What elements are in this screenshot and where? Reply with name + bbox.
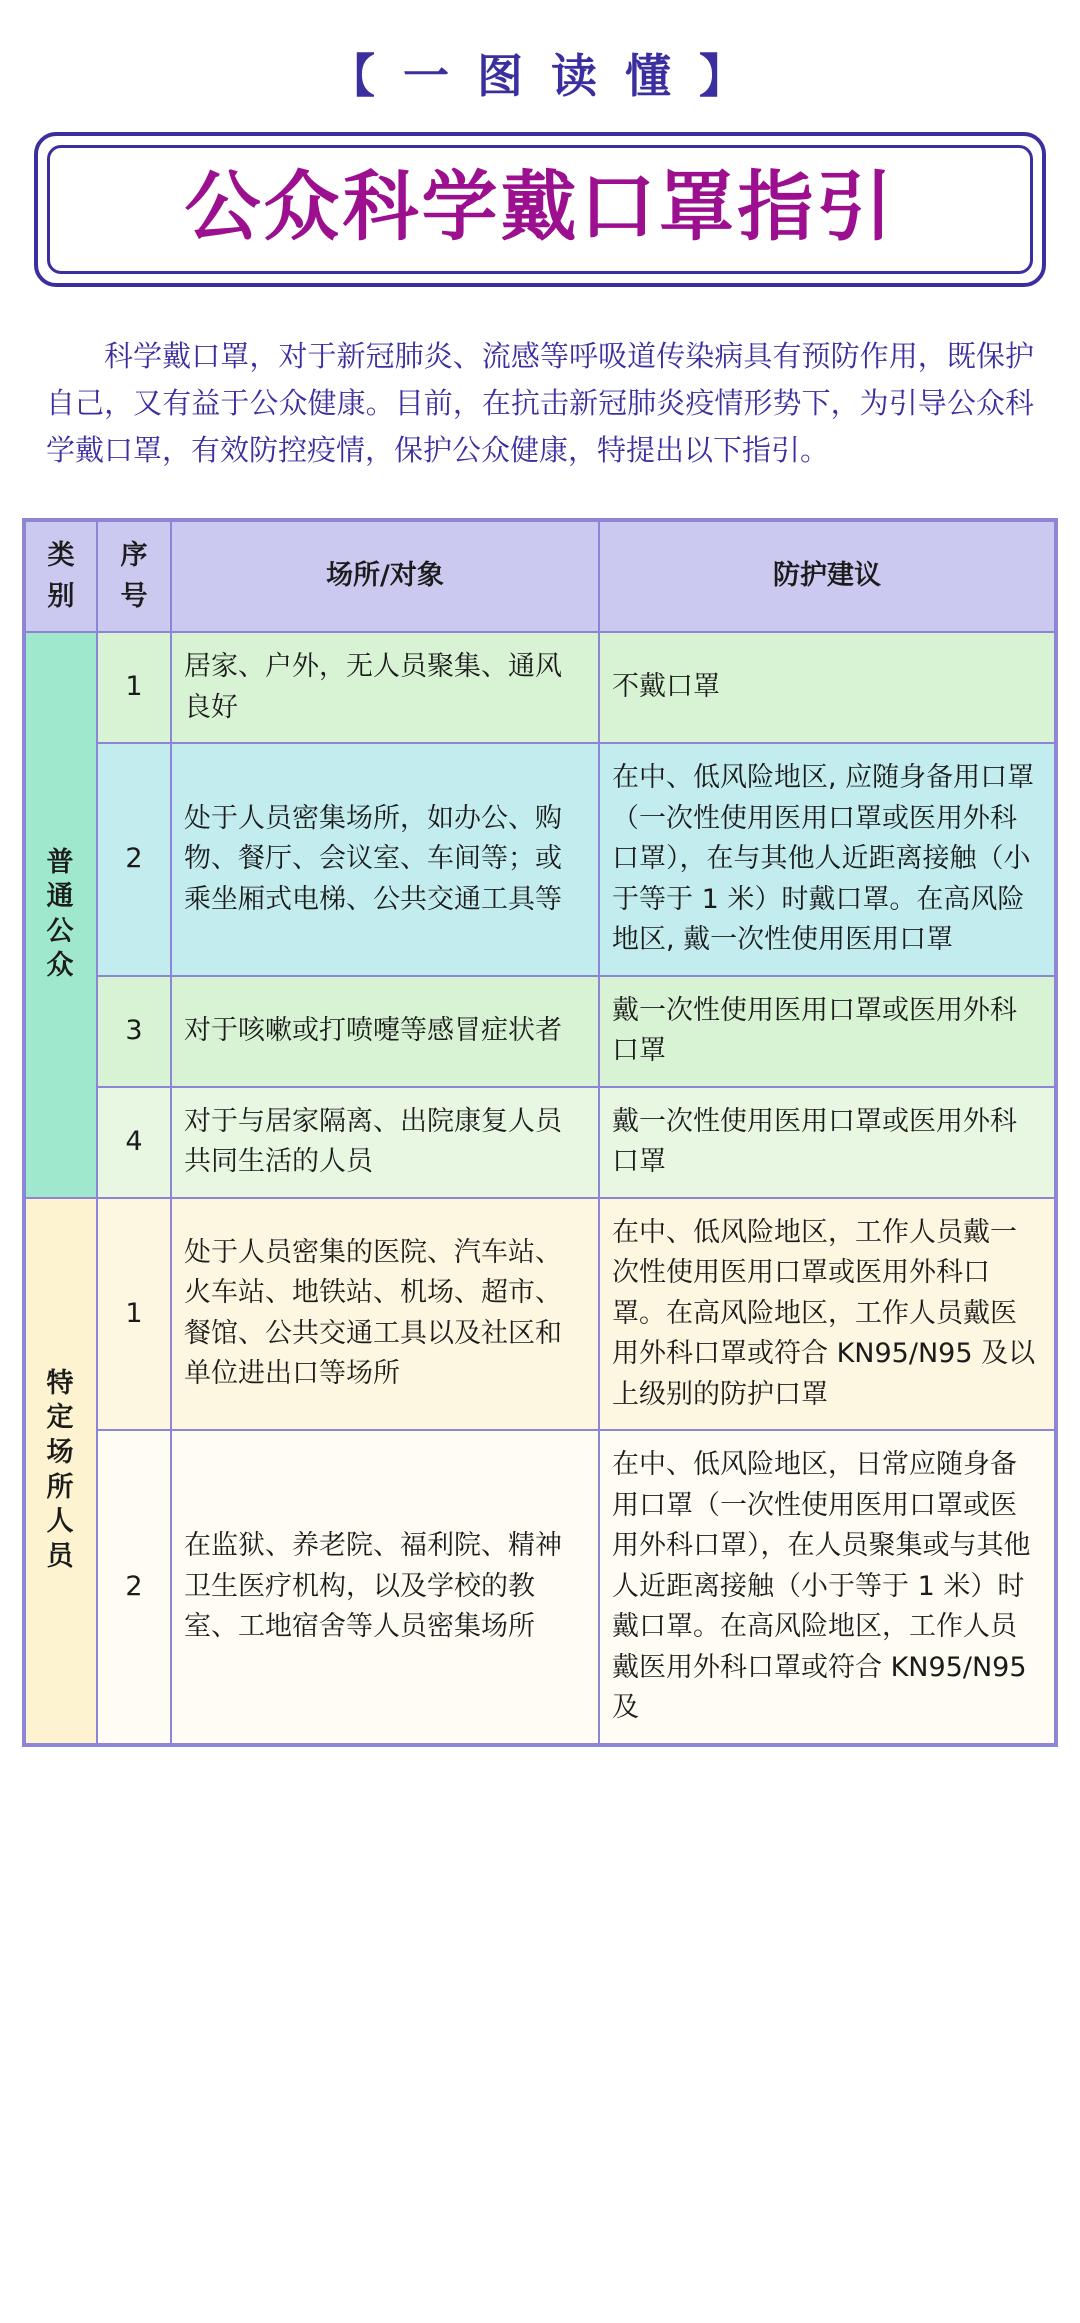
- category-char: 所: [46, 1471, 76, 1503]
- row-number: 4: [97, 1087, 171, 1198]
- row-place: 对于与居家隔离、出院康复人员共同生活的人员: [171, 1087, 599, 1198]
- row-advice: 在中、低风险地区，工作人员戴一次性使用医用口罩或医用外科口罩。在高风险地区，工作人员戴医用外科口罩或符合 KN95/N95 及以上级别的防护口罩: [599, 1198, 1055, 1431]
- row-place: 在监狱、养老院、福利院、精神卫生医疗机构，以及学校的教室、工地宿舍等人员密集场所: [171, 1430, 599, 1744]
- row-advice: 在中、低风险地区，日常应随身备用口罩（一次性使用医用口罩或医用外科口罩），在人员聚集或与其他人近距离接触（小于等于 1 米）时戴口罩。在高风险地区，工作人员戴医用外科口罩或符合 KN95/N95 及: [599, 1430, 1055, 1744]
- category-char: 特: [46, 1367, 76, 1399]
- row-place: 处于人员密集场所，如办公、购物、餐厅、会议室、车间等；或乘坐厢式电梯、公共交通工具等: [171, 743, 599, 976]
- row-advice: 戴一次性使用医用口罩或医用外科口罩: [599, 1087, 1055, 1198]
- guide-table-wrapper: [22, 518, 1058, 1747]
- table-row: [25, 1198, 1055, 1431]
- guide-table: [24, 520, 1056, 1745]
- category-char: 人: [46, 1506, 76, 1538]
- row-place: 处于人员密集的医院、汽车站、火车站、地铁站、机场、超市、餐馆、公共交通工具以及社区和单位进出口等场所: [171, 1198, 599, 1431]
- header-advice: 防护建议: [599, 521, 1055, 632]
- row-number: 1: [97, 632, 171, 743]
- row-number: 2: [97, 743, 171, 976]
- table-body: [25, 632, 1055, 1744]
- row-number: 2: [97, 1430, 171, 1744]
- row-advice: 在中、低风险地区, 应随身备用口罩（一次性使用医用口罩或医用外科口罩），在与其他人近距离接触（小于等于 1 米）时戴口罩。在高风险地区, 戴一次性使用医用口罩: [599, 743, 1055, 976]
- header-number: 序号: [97, 521, 171, 632]
- category-cell-general: [25, 632, 97, 1198]
- row-number: 3: [97, 976, 171, 1087]
- category-char: 普: [46, 846, 76, 878]
- header-place: 场所/对象: [171, 521, 599, 632]
- category-char: 定: [46, 1402, 76, 1434]
- table-row: [25, 632, 1055, 743]
- kicker-label: 【 一 图 读 懂 】: [328, 49, 752, 103]
- row-advice: 不戴口罩: [599, 632, 1055, 743]
- row-place: 对于咳嗽或打喷嚏等感冒症状者: [171, 976, 599, 1087]
- row-place: 居家、户外，无人员聚集、通风良好: [171, 632, 599, 743]
- row-number: 1: [97, 1198, 171, 1431]
- row-advice: 戴一次性使用医用口罩或医用外科口罩: [599, 976, 1055, 1087]
- title-frame: [34, 132, 1046, 287]
- header-category: 类别: [25, 521, 97, 632]
- table-row: [25, 743, 1055, 976]
- category-char: 员: [46, 1540, 76, 1572]
- table-header-row: [25, 521, 1055, 632]
- table-head: [25, 521, 1055, 632]
- category-char: 公: [46, 915, 76, 947]
- table-row: [25, 1430, 1055, 1744]
- table-row: [25, 1087, 1055, 1198]
- category-char: 场: [46, 1436, 76, 1468]
- category-cell-specific: [25, 1198, 97, 1744]
- intro-paragraph: 科学戴口罩，对于新冠肺炎、流感等呼吸道传染病具有预防作用，既保护自己，又有益于公众健康。目前，在抗击新冠肺炎疫情形势下，为引导公众科学戴口罩，有效防控疫情，保护公众健康，特提出以下指引。: [46, 339, 1034, 468]
- page-title: 公众科学戴口罩指引: [184, 162, 896, 251]
- category-char: 通: [46, 881, 76, 913]
- table-row: [25, 976, 1055, 1087]
- title-frame-inner: [47, 145, 1033, 274]
- category-char: 众: [46, 950, 76, 982]
